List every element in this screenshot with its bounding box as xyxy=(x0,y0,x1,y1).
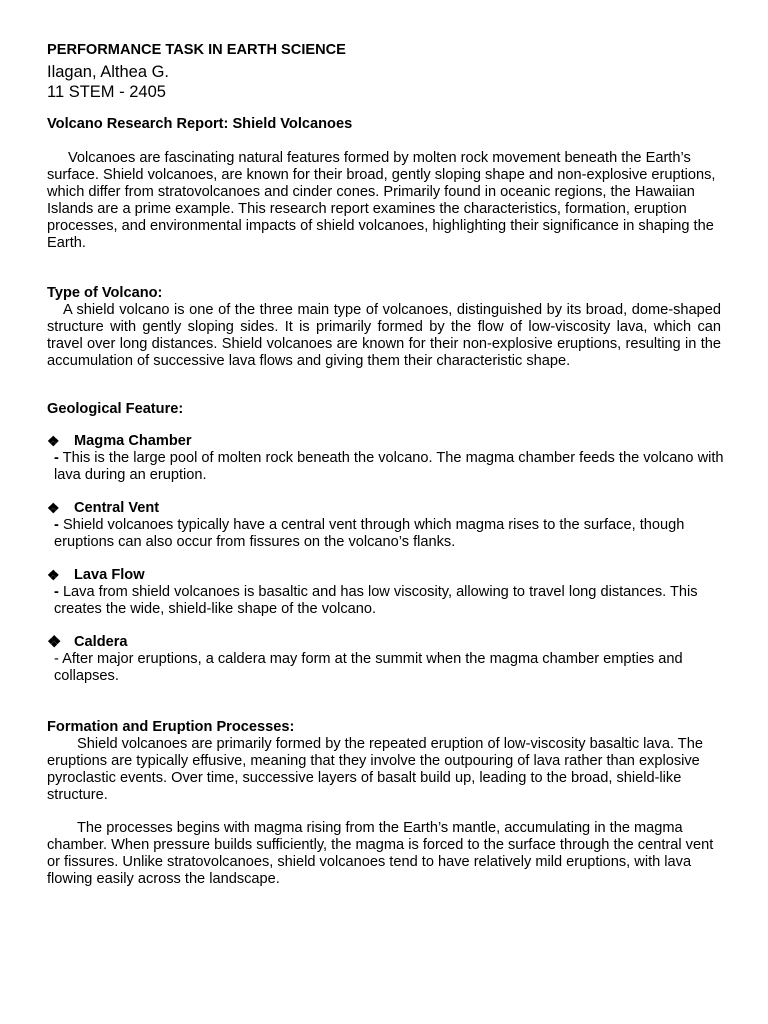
formation-paragraph-2: The processes begins with magma rising from the Earth’s mantle, accumulating in the magma chamber. When pressure builds sufficiently, the magma is forced to the surface through the central vent or fissures. Unlike stratovolcanoes, shield volcanoes tend to have relatively mild eruptions, with lava flowing easily across the landscape. xyxy=(47,820,714,887)
formation-heading: Formation and Eruption Processes: xyxy=(47,719,295,735)
feature-description xyxy=(47,651,728,685)
feature-text: After major eruptions, a caldera may form at the summit when the magma chamber empties and collapses. xyxy=(54,651,683,684)
feature-title: Caldera xyxy=(74,634,128,650)
class-section: 11 STEM - 2405 xyxy=(47,83,166,101)
dash-marker: - xyxy=(54,450,59,466)
diamond-bullet-icon: ❖ xyxy=(47,567,60,583)
feature-description xyxy=(47,450,728,484)
feature-title: Central Vent xyxy=(74,500,160,516)
feature-description xyxy=(47,584,728,618)
diamond-bullet-icon: ❖ xyxy=(47,634,62,651)
diamond-bullet-icon: ❖ xyxy=(47,500,60,516)
feature-caldera xyxy=(47,634,728,685)
intro-paragraph: Volcanoes are fascinating natural features formed by molten rock movement beneath the Earth’s surface. Shield volcanoes, are known for their broad, gently sloping shape and non-explosive eruptions, which differ from stratovolcanoes and cinder cones. Primarily found in oceanic regions, the Hawaiian Islands are a prime example. This research report examines the characteristics, formation, eruption processes, and environmental impacts of shield volcanoes, highlighting their significance in shaping the Earth. xyxy=(47,150,716,251)
dash-marker: - xyxy=(54,651,59,667)
type-of-volcano-heading: Type of Volcano: xyxy=(47,285,163,301)
student-name: Ilagan, Althea G. xyxy=(47,63,170,81)
feature-lava-flow xyxy=(47,567,728,618)
feature-central-vent xyxy=(47,500,728,551)
feature-text: Shield volcanoes typically have a central vent through which magma rises to the surface, though eruptions can also occur from fissures on the volcano’s flanks. xyxy=(54,517,685,550)
report-title: Volcano Research Report: Shield Volcanoes xyxy=(47,116,353,132)
feature-title: Lava Flow xyxy=(74,567,145,583)
geological-feature-heading: Geological Feature: xyxy=(47,401,184,417)
feature-text: This is the large pool of molten rock beneath the volcano. The magma chamber feeds the volcano with lava during an eruption. xyxy=(54,450,724,483)
type-of-volcano-paragraph: A shield volcano is one of the three main type of volcanoes, distinguished by its broad, dome-shaped structure with gently sloping sides. It is primarily formed by the flow of low-viscosity lava, which can travel over long distances. Shield volcanoes are known for their non-explosive eruptions, resulting in the accumulation of successive lava flows and giving them their characteristic shape. xyxy=(47,302,721,369)
feature-text: Lava from shield volcanoes is basaltic and has low viscosity, allowing to travel long distances. This creates the wide, shield-like shape of the volcano. xyxy=(54,584,698,617)
task-title: PERFORMANCE TASK IN EARTH SCIENCE xyxy=(47,42,346,58)
feature-description xyxy=(47,517,728,551)
formation-paragraph-1: Shield volcanoes are primarily formed by the repeated eruption of low-viscosity basaltic lava. The eruptions are typically effusive, meaning that they involve the outpouring of lava rather than explosive pyroclastic events. Over time, successive layers of basalt build up, leading to the broad, shield-like structure. xyxy=(47,736,703,803)
feature-title: Magma Chamber xyxy=(74,433,192,449)
dash-marker: - xyxy=(54,584,59,600)
diamond-bullet-icon: ❖ xyxy=(47,433,60,449)
feature-magma-chamber xyxy=(47,433,728,484)
dash-marker: - xyxy=(54,517,59,533)
